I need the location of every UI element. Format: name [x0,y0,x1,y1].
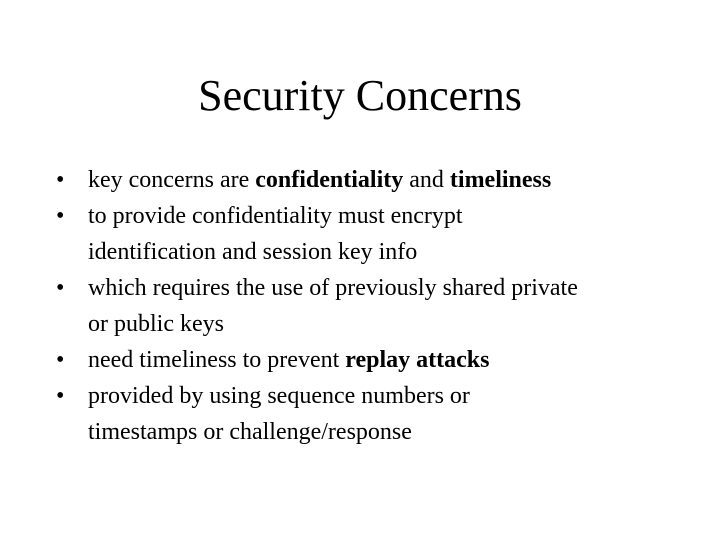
bullet-text-line: provided by using sequence numbers or [88,383,470,409]
bullet-list [56,162,676,450]
bullet-item [56,342,676,378]
bullet-text [88,347,489,373]
bullet-icon: • [56,203,65,229]
bullet-item [56,270,676,342]
bullet-item [56,198,676,270]
bullet-text-segment: and [403,167,450,193]
bullet-text-bold: confidentiality [255,167,404,193]
bullet-icon: • [56,347,65,373]
bullet-icon: • [56,383,65,409]
bullet-item [56,378,676,450]
bullet-item [56,162,676,198]
bullet-text-segment: need timeliness to prevent [88,347,346,373]
bullet-text-line: identification and session key info [88,239,418,265]
bullet-text [88,167,551,193]
bullet-icon: • [56,275,65,301]
bullet-text-bold: replay attacks [345,347,490,373]
bullet-text-bold: timeliness [449,167,552,193]
bullet-text-segment: key concerns are [88,167,256,193]
slide-title: Security Concerns [198,71,522,120]
bullet-text-line: or public keys [88,311,224,337]
bullet-text-line: to provide confidentiality must encrypt [88,203,463,229]
bullet-text-line: which requires the use of previously shared private [88,275,578,301]
bullet-icon: • [56,167,65,193]
bullet-text-line: timestamps or challenge/response [88,419,412,445]
